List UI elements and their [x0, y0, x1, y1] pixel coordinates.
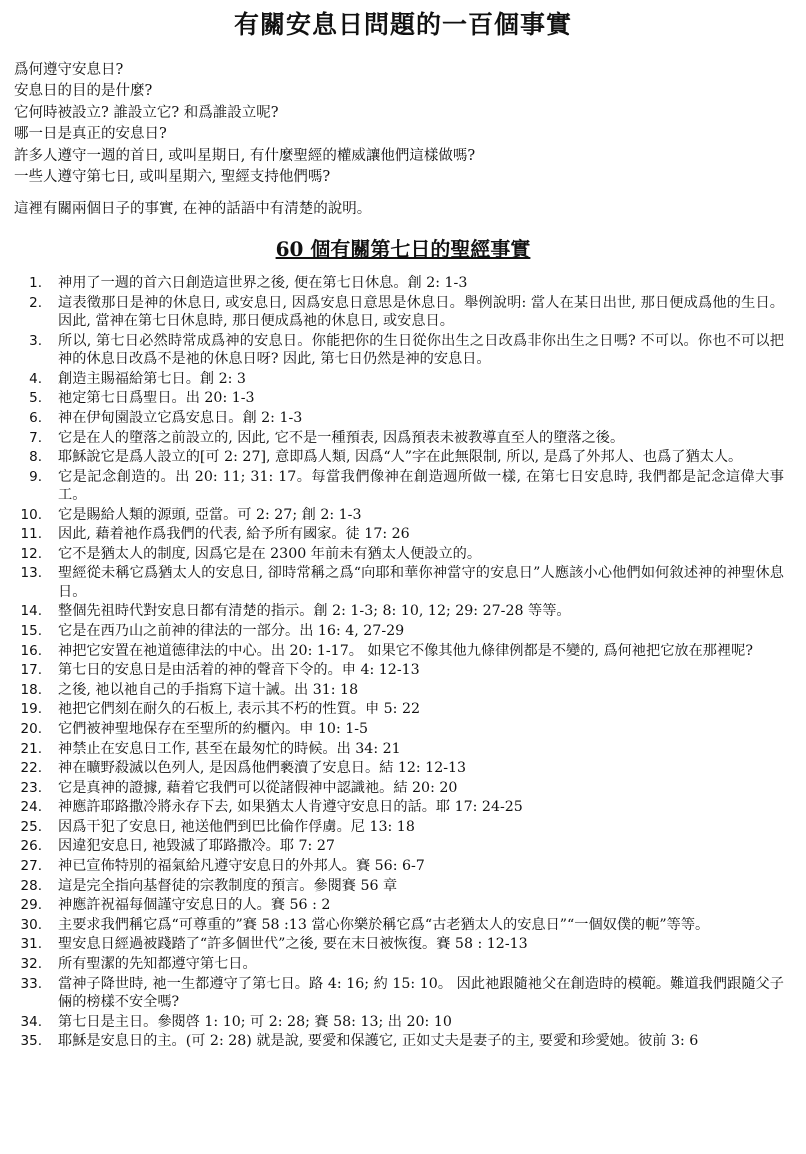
- fact-text: 聖安息日經過被踐踏了“許多個世代”之後, 要在末日被恢復。賽 58 : 12-13: [58, 936, 528, 953]
- section-title: 60 個有關第七日的聖經事實: [275, 237, 531, 262]
- fact-item: [14, 506, 792, 524]
- question-item: 安息日的目的是什麼?: [14, 83, 153, 100]
- fact-number: 13.: [20, 565, 42, 582]
- document-title: 有關安息日問題的一百個事實: [233, 10, 572, 39]
- fact-item: [14, 818, 792, 836]
- fact-number: 24.: [20, 799, 42, 816]
- fact-number: 6.: [29, 410, 42, 426]
- fact-text: 因違犯安息日, 祂毀滅了耶路撒冷。耶 7: 27: [58, 838, 335, 855]
- fact-number: 1.: [29, 275, 42, 292]
- fact-number: 31.: [20, 936, 42, 953]
- fact-number: 27.: [20, 858, 42, 875]
- fact-item: [14, 740, 792, 758]
- fact-text: 它是賜給人類的源頭, 亞當。可 2: 27; 創 2: 1-3: [58, 506, 362, 523]
- fact-text: 祂定第七日爲聖日。出 20: 1-3: [58, 390, 255, 407]
- fact-text: 神在伊甸園設立它爲安息日。創 2: 1-3: [58, 410, 303, 426]
- fact-number: 5.: [29, 390, 42, 407]
- fact-text: 神已宣佈特別的福氣給凡遵守安息日的外邦人。賽 56: 6-7: [58, 858, 425, 875]
- fact-text: 神把它安置在祂道德律法的中心。出 20: 1-17。 如果它不像其他九條律例都是不變的, 爲何祂把它放在那裡呢?: [58, 642, 753, 659]
- fact-item: [14, 294, 792, 331]
- fact-item: [14, 642, 792, 660]
- fact-text: 聖經從未稱它爲猶太人的安息日, 卻時常稱之爲“向耶和華你神當守的安息日”人應該小心他們如何敘述神的神聖休息日。: [58, 565, 784, 600]
- fact-text: 它是在西乃山之前神的律法的一部分。出 16: 4, 27-29: [58, 622, 405, 639]
- fact-text: 神應許祝福每個謹守安息日的人。賽 56 : 2: [58, 897, 331, 914]
- fact-item: [14, 877, 792, 895]
- fact-item: [14, 602, 792, 620]
- fact-number: 7.: [29, 429, 42, 446]
- fact-item: [14, 1032, 792, 1050]
- fact-number: 35.: [20, 1033, 42, 1050]
- fact-number: 32.: [20, 956, 42, 973]
- fact-text: 整個先祖時代對安息日都有清楚的指示。創 2: 1-3; 8: 10, 12; 29: 27-28 等等。: [58, 603, 571, 620]
- fact-text: 它是記念創造的。出 20: 11; 31: 17。每當我們像神在創造週所做一樣, 在第七日安息時, 我們都是記念這偉大事工。: [58, 468, 784, 504]
- fact-number: 23.: [20, 779, 42, 796]
- fact-number: 29.: [20, 897, 42, 914]
- fact-text: 神應許耶路撒冷將永存下去, 如果猶太人肯遵守安息日的話。耶 17: 24-25: [58, 799, 523, 816]
- fact-number: 4.: [29, 370, 42, 387]
- fact-text: 它是在人的墮落之前設立的, 因此, 它不是一種預表, 因爲預表未被教導直至人的墮落之後。: [58, 429, 625, 446]
- fact-item: [14, 429, 792, 447]
- fact-item: [14, 955, 792, 973]
- fact-text: 當神子降世時, 祂一生都遵守了第七日。路 4: 16; 約 15: 10。 因此祂跟隨祂父在創造時的模範。難道我們跟隨父子倆的榜樣不安全嗎?: [58, 975, 784, 1010]
- fact-text: 創造主賜福給第七日。創 2: 3: [58, 370, 246, 387]
- question-item: 哪一日是真正的安息日?: [14, 126, 167, 143]
- fact-number: 21.: [20, 740, 42, 757]
- question-item: 一些人遵守第七日, 或叫星期六, 聖經支持他們嗎?: [14, 169, 331, 186]
- question-item: 爲何遵守安息日?: [14, 62, 124, 78]
- fact-item: [14, 837, 792, 855]
- fact-item: [14, 857, 792, 875]
- fact-item: [14, 564, 792, 601]
- fact-item: [14, 896, 792, 914]
- fact-text: 神禁止在安息日工作, 甚至在最匆忙的時候。出 34: 21: [58, 740, 401, 757]
- fact-text: 它是真神的證據, 藉着它我們可以從諸假神中認識祂。結 20: 20: [58, 779, 458, 796]
- question-item: 它何時被設立? 誰設立它? 和爲誰設立呢?: [14, 104, 279, 121]
- fact-item: [14, 545, 792, 563]
- fact-text: 它不是猶太人的制度, 因爲它是在 2300 年前未有猶太人便設立的。: [58, 545, 482, 562]
- fact-item: [14, 798, 792, 816]
- fact-text: 耶穌說它是爲人設立的[可 2: 27], 意即爲人類, 因爲“人”字在此無限制, 所以, 是爲了外邦人、也爲了猶太人。: [58, 449, 743, 466]
- fact-text: 所有聖潔的先知都遵守第七日。: [58, 956, 257, 973]
- fact-text: 第七日是主日。參閱啓 1: 10; 可 2: 28; 賽 58: 13; 出 20: 10: [58, 1013, 452, 1030]
- fact-number: 25.: [20, 818, 42, 835]
- fact-text: 它們被神聖地保存在至聖所的約櫃內。申 10: 1-5: [58, 720, 369, 737]
- fact-text: 因此, 藉着祂作爲我們的代表, 給予所有國家。徒 17: 26: [58, 526, 410, 543]
- fact-number: 34.: [20, 1013, 42, 1030]
- fact-number: 26.: [20, 838, 42, 855]
- fact-item: [14, 916, 792, 934]
- fact-number: 3.: [29, 332, 42, 349]
- fact-item: [14, 409, 792, 427]
- fact-number: 16.: [20, 642, 42, 659]
- fact-item: [14, 370, 792, 388]
- fact-text: 之後, 祂以祂自己的手指寫下這十誡。出 31: 18: [58, 681, 359, 698]
- question-list: [14, 60, 792, 188]
- fact-item: [14, 525, 792, 543]
- fact-number: 11.: [20, 526, 42, 543]
- fact-number: 33.: [20, 975, 42, 992]
- fact-item: [14, 332, 792, 369]
- fact-item: [14, 468, 792, 505]
- fact-number: 19.: [20, 701, 42, 718]
- fact-number: 9.: [29, 468, 42, 485]
- fact-item: [14, 448, 792, 466]
- fact-item: [14, 975, 792, 1012]
- fact-text: 這是完全指向基督徒的宗教制度的預言。參閱賽 56 章: [58, 877, 398, 894]
- fact-item: [14, 681, 792, 699]
- fact-number: 30.: [20, 916, 42, 933]
- fact-text: 因爲干犯了安息日, 祂送他們到巴比倫作俘虜。尼 13: 18: [58, 818, 415, 835]
- fact-item: [14, 700, 792, 718]
- question-item: 許多人遵守一週的首日, 或叫星期日, 有什麼聖經的權威讓他們這樣做嗎?: [14, 147, 476, 164]
- intro-paragraph: 這裡有關兩個日子的事實, 在神的話語中有清楚的說明。: [14, 201, 372, 218]
- fact-item: [14, 759, 792, 777]
- fact-item: [14, 720, 792, 738]
- fact-number: 15.: [20, 622, 42, 639]
- fact-item: [14, 622, 792, 640]
- facts-list: [14, 274, 792, 1050]
- fact-number: 28.: [20, 877, 42, 894]
- fact-number: 20.: [20, 720, 42, 737]
- fact-item: [14, 274, 792, 292]
- fact-number: 22.: [20, 760, 42, 777]
- fact-number: 12.: [20, 545, 42, 562]
- fact-text: 神用了一週的首六日創造這世界之後, 便在第七日休息。創 2: 1-3: [58, 275, 468, 292]
- fact-text: 祂把它們刻在耐久的石板上, 表示其不朽的性質。申 5: 22: [58, 701, 421, 718]
- fact-item: [14, 661, 792, 679]
- fact-number: 14.: [20, 603, 42, 620]
- fact-number: 17.: [20, 662, 42, 679]
- fact-text: 神在曠野殺滅以色列人, 是因爲他們褻瀆了安息日。結 12: 12-13: [58, 760, 467, 777]
- fact-item: [14, 389, 792, 407]
- fact-text: 耶穌是安息日的主。(可 2: 28) 就是說, 要愛和保護它, 正如丈夫是妻子的主, 要愛和珍愛她。彼前 3: 6: [58, 1033, 699, 1050]
- fact-item: [14, 1013, 792, 1031]
- fact-number: 18.: [20, 681, 42, 698]
- fact-number: 10.: [20, 506, 42, 523]
- fact-item: [14, 935, 792, 953]
- fact-number: 8.: [29, 449, 42, 466]
- fact-number: 2.: [29, 295, 42, 312]
- fact-item: [14, 779, 792, 797]
- fact-text: 主要求我們稱它爲“可尊重的”賽 58 :13 當心你樂於稱它爲“古老猶太人的安息日”“一個奴僕的軛”等等。: [58, 916, 710, 933]
- fact-text: 這表徵那日是神的休息日, 或安息日, 因爲安息日意思是休息日。舉例說明: 當人在某日出世, 那日便成爲他的生日。因此, 當神在第七日休息時, 那日便成爲祂的休息日, 或安息日。: [58, 295, 784, 330]
- fact-text: 所以, 第七日必然時常成爲神的安息日。你能把你的生日從你出生之日改爲非你出生之日嗎? 不可以。你也不可以把神的休息日改爲不是祂的休息日呀? 因此, 第七日仍然是神的安息日。: [58, 332, 784, 368]
- fact-text: 第七日的安息日是由活着的神的聲音下令的。申 4: 12-13: [58, 662, 420, 679]
